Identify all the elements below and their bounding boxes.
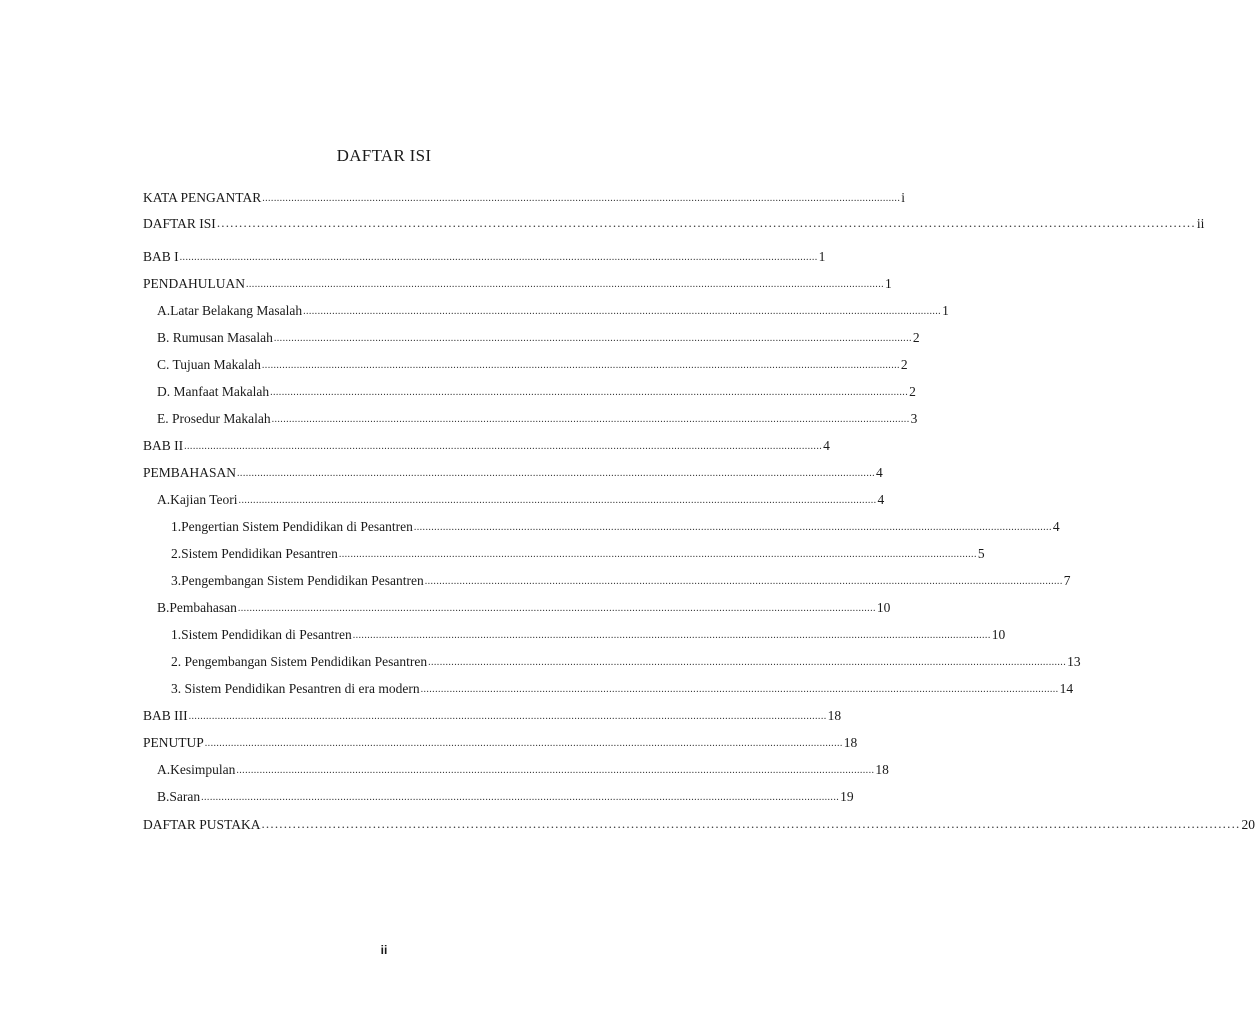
toc-entry-kesimpulan	[143, 760, 889, 780]
toc-entry-label: B.Pembahasan	[157, 600, 237, 615]
dot-leader: ............................................................................................................................................................................................................................	[424, 576, 1063, 587]
toc-entry-page: 19	[840, 789, 854, 804]
toc-entry-prosedur-makalah	[143, 409, 918, 429]
toc-entry-pembahasan	[143, 463, 883, 483]
toc-entry-label: A.Kesimpulan	[157, 762, 236, 777]
dot-leader: ............................................................................................................................................................................................................................	[237, 468, 876, 479]
toc-entry-page: 1	[818, 249, 826, 264]
toc-entry-kata-pengantar	[143, 188, 905, 208]
toc-entry-label: 1.Pengertian Sistem Pendidikan di Pesantren	[171, 519, 413, 534]
toc-entry-latar-belakang	[143, 301, 949, 321]
dot-leader: ............................................................................................................................................................................................................................	[188, 711, 827, 722]
toc-entry-page: 2	[909, 384, 916, 399]
toc-entry-page: 7	[1063, 573, 1071, 588]
toc-entry-label: A.Latar Belakang Masalah	[157, 303, 303, 318]
dot-leader: ............................................................................................................................................................................................................................	[246, 279, 884, 290]
toc-entry-label: B. Rumusan Masalah	[157, 330, 273, 345]
toc-entry-label: A.Kajian Teori	[157, 492, 238, 507]
toc-entry-label: PENDAHULUAN	[143, 276, 245, 291]
toc-entry-label: B.Saran	[157, 789, 201, 804]
toc-entry-page: ii	[1196, 216, 1205, 231]
dot-leader: ............................................................................................................................................................................................................................	[261, 360, 900, 371]
toc-entry-page: 14	[1059, 681, 1074, 696]
dot-leader: ............................................................................................................................................................................................................................	[271, 414, 910, 425]
toc-entry-label: DAFTAR PUSTAKA	[143, 817, 261, 832]
toc-entry-label: D. Manfaat Makalah	[157, 384, 270, 399]
dot-leader: ............................................................................................................................................................................................................................	[413, 522, 1052, 533]
dot-leader: ............................................................................................................................................................................................................................	[273, 333, 912, 344]
toc-entry-manfaat-makalah	[143, 382, 916, 402]
toc-entry-pengembangan-sistem-2	[143, 652, 1081, 672]
toc-entry-label: C. Tujuan Makalah	[157, 357, 261, 372]
page-title: DAFTAR ISI	[336, 146, 432, 165]
toc-entry-label: 3.Pengembangan Sistem Pendidikan Pesantren	[171, 573, 424, 588]
dot-leader: ............................................................................................................................................................................................................................	[236, 765, 875, 776]
toc-entry-sistem-pendidikan-di-pesantren	[143, 625, 1006, 645]
toc-entry-page: 3	[910, 411, 918, 426]
toc-entry-bab-3	[143, 706, 842, 726]
dot-leader: ............................................................................................................................................................................................................................	[261, 816, 1241, 831]
toc-entry-bab-1	[143, 247, 826, 267]
toc-entry-label: BAB I	[143, 249, 179, 264]
toc-entry-pendahuluan	[143, 274, 892, 294]
toc-entry-label: BAB II	[143, 438, 184, 453]
toc-entry-page: 4	[1052, 519, 1060, 534]
toc-entry-page: 2	[912, 330, 920, 345]
toc-entry-bab-2	[143, 436, 830, 456]
dot-leader: ............................................................................................................................................................................................................................	[238, 495, 877, 506]
toc-entry-label: 3. Sistem Pendidikan Pesantren di era modern	[171, 681, 420, 696]
toc-entry-pengertian-sistem	[143, 517, 1060, 537]
toc-entry-page: 4	[877, 492, 885, 507]
toc-entry-kajian-teori	[143, 490, 885, 510]
toc-entry-page: 10	[876, 600, 891, 615]
dot-leader: ............................................................................................................................................................................................................................	[420, 684, 1059, 695]
toc-entry-label: KATA PENGANTAR	[143, 190, 262, 205]
page-number: ii	[380, 943, 388, 957]
toc-entry-page: 18	[827, 708, 842, 723]
dot-leader: ............................................................................................................................................................................................................................	[179, 252, 818, 263]
dot-leader: ............................................................................................................................................................................................................................	[303, 306, 942, 317]
toc-entry-label: PENUTUP	[143, 735, 204, 750]
toc-entry-label: PEMBAHASAN	[143, 465, 237, 480]
toc-entry-page: 20	[1241, 817, 1255, 832]
toc-entry-label: DAFTAR ISI	[143, 216, 216, 231]
toc-entry-label: 1.Sistem Pendidikan di Pesantren	[171, 627, 352, 642]
dot-leader: ............................................................................................................................................................................................................................	[262, 193, 901, 204]
toc-entry-page: 18	[875, 762, 889, 777]
toc-entry-page: i	[901, 190, 905, 205]
toc-entry-page: 1	[885, 276, 892, 291]
toc-entry-page: 13	[1067, 654, 1081, 669]
toc-entry-label: 2.Sistem Pendidikan Pesantren	[171, 546, 338, 561]
toc-entry-page: 4	[876, 465, 883, 480]
toc-entry-pengembangan-sistem	[143, 571, 1071, 591]
toc-entry-daftar-pustaka	[143, 815, 1255, 835]
toc-entry-b-pembahasan	[143, 598, 891, 618]
toc-entry-rumusan-masalah	[143, 328, 920, 348]
toc-entry-page: 1	[942, 303, 949, 318]
dot-leader: ............................................................................................................................................................................................................................	[428, 657, 1067, 668]
dot-leader: ............................................................................................................................................................................................................................	[338, 549, 977, 560]
toc-entry-tujuan-makalah	[143, 355, 908, 375]
toc-entry-label: BAB III	[143, 708, 188, 723]
toc-entry-daftar-isi	[143, 214, 1205, 234]
toc-entry-page: 18	[843, 735, 858, 750]
table-of-contents	[143, 0, 1255, 1024]
toc-entry-sistem-era-modern	[143, 679, 1074, 699]
toc-entry-saran	[143, 787, 854, 807]
dot-leader: ............................................................................................................................................................................................................................	[201, 792, 840, 803]
toc-entry-page: 5	[977, 546, 985, 561]
dot-leader: ............................................................................................................................................................................................................................	[184, 441, 823, 452]
dot-leader: ............................................................................................................................................................................................................................	[216, 215, 1196, 230]
toc-entry-penutup	[143, 733, 858, 753]
toc-entry-page: 2	[900, 357, 908, 372]
toc-entry-sistem-pendidikan	[143, 544, 985, 564]
dot-leader: ............................................................................................................................................................................................................................	[270, 387, 909, 398]
toc-entry-page: 10	[991, 627, 1006, 642]
toc-entry-page: 4	[823, 438, 830, 453]
toc-entry-label: E. Prosedur Makalah	[157, 411, 271, 426]
dot-leader: ............................................................................................................................................................................................................................	[352, 630, 991, 641]
dot-leader: ............................................................................................................................................................................................................................	[237, 603, 876, 614]
dot-leader: ............................................................................................................................................................................................................................	[204, 738, 843, 749]
toc-entry-label: 2. Pengembangan Sistem Pendidikan Pesantren	[171, 654, 428, 669]
